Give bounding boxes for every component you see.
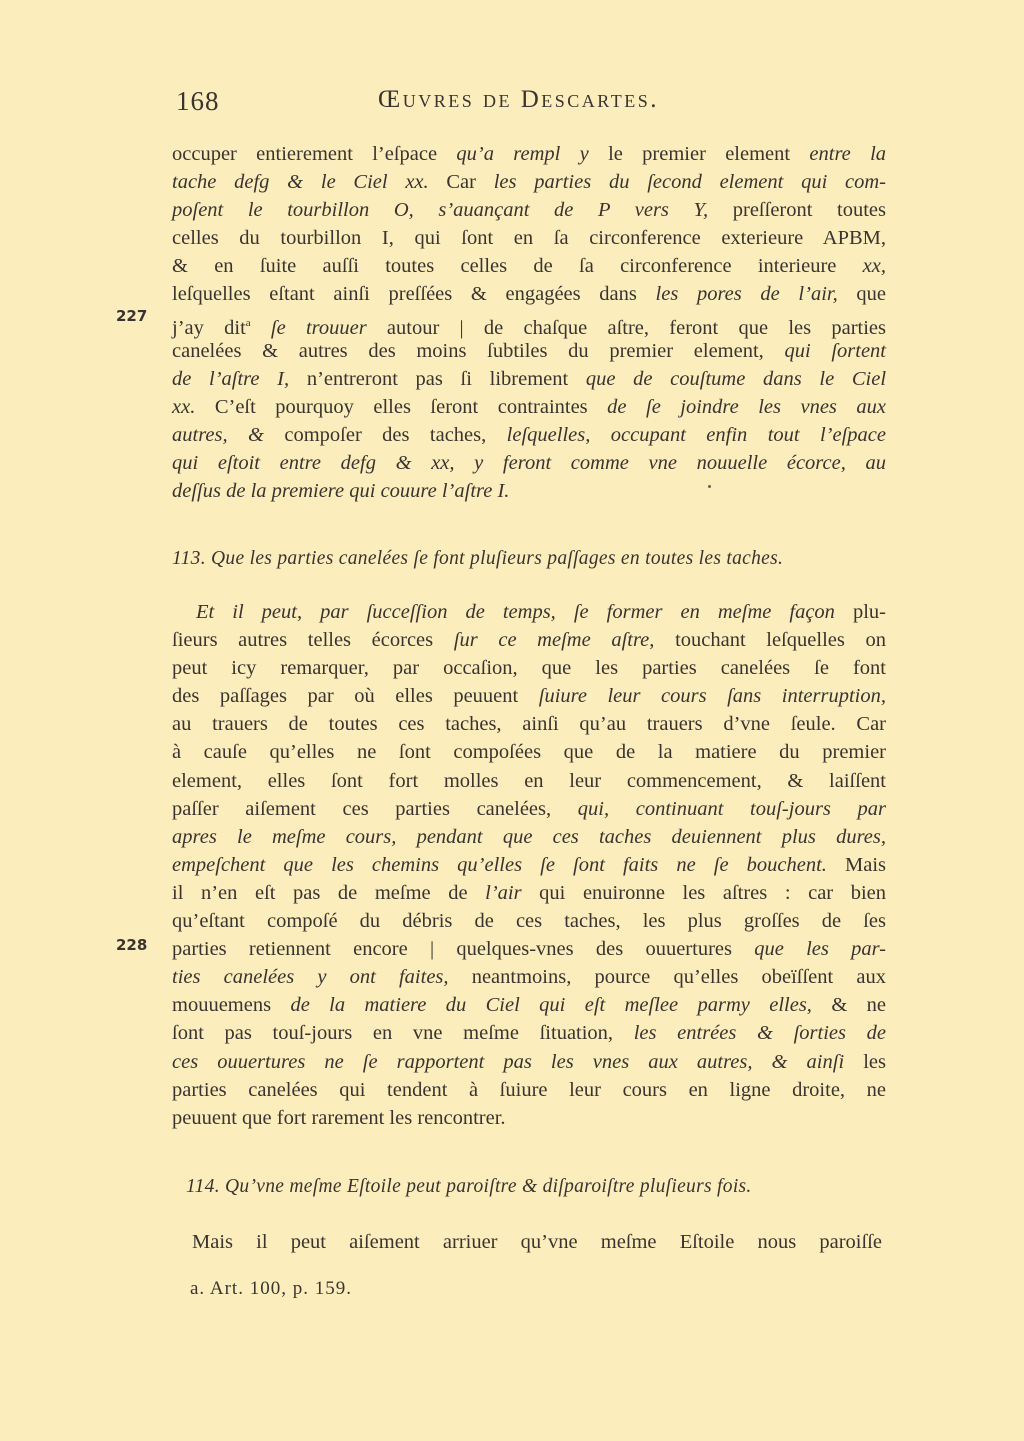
section-113-title: 113. Que les parties canelées ſe font pluſieurs paſſages en toutes les taches. bbox=[172, 548, 784, 569]
text-line: qu’eſtant compoſé du débris de ces taches, les plus groſſes de ſes bbox=[172, 910, 886, 933]
footnote: a. Art. 100, p. 159. bbox=[190, 1278, 352, 1299]
text-line: au trauers de toutes ces taches, ainſi qu’au trauers d’vne ſeule. Car bbox=[172, 713, 886, 736]
text-line: tache defg & le Ciel xx. Car les parties du ſecond element qui com- bbox=[172, 171, 886, 194]
paragraph-1 bbox=[172, 140, 886, 505]
text-line: ces ouuertures ne ſe rapportent pas les vnes aux autres, & ainſi les bbox=[172, 1050, 886, 1073]
text-line: ſont pas touſ-jours en vne meſme ſituation, les entrées & ſorties de bbox=[172, 1022, 886, 1045]
text-line: paſſer aiſement ces parties canelées, qui, continuant touſ-jours par bbox=[172, 797, 887, 820]
text-line: des paſſages par où elles peuuent ſuiure leur cours ſans interruption, bbox=[172, 685, 886, 708]
paragraph-2 bbox=[172, 598, 886, 1132]
text-line: j’ay dit$^a$ ſe trouuer autour | de chaſque aſtre, feront que les parties bbox=[172, 316, 886, 339]
text-line: celles du tourbillon I, qui ſont en ſa circonference exterieure APBM, bbox=[172, 227, 886, 250]
text-line: leſquelles eſtant ainſi preſſées & engagées dans les pores de l’air, que bbox=[172, 283, 886, 306]
text-line: deſſus de la premiere qui couure l’aſtre I. bbox=[172, 480, 510, 503]
text-line: parties retiennent encore | quelques-vnes des ouuertures que les par- bbox=[172, 938, 886, 961]
text-line: peut icy remarquer, par occaſion, que les parties canelées ſe font bbox=[172, 657, 886, 680]
margin-number-228: 228 bbox=[116, 936, 148, 954]
page-header bbox=[172, 86, 884, 122]
text-line: il n’en eſt pas de meſme de l’air qui enuironne les aſtres : car bien bbox=[172, 881, 886, 904]
text-line: apres le meſme cours, pendant que ces taches deuiennent plus dures, bbox=[172, 825, 886, 848]
text-line: mouuemens de la matiere du Ciel qui eſt meſlee parmy elles, & ne bbox=[172, 994, 886, 1017]
text-line: poſent le tourbillon O, s’auançant de P vers Y, preſſeront toutes bbox=[172, 199, 887, 222]
text-line: element, elles ſont fort molles en leur commencement, & laiſſent bbox=[172, 769, 886, 792]
text-line: empeſchent que les chemins qu’elles ſe ſont faits ne ſe bouchent. Mais bbox=[172, 853, 886, 876]
section-114-title: 114. Qu’vne meſme Eſtoile peut paroiſtre & diſparoiſtre pluſieurs fois. bbox=[186, 1176, 752, 1197]
text-line: autres, & compoſer des taches, leſquelles, occupant enfin tout l’eſpace bbox=[172, 423, 886, 446]
text-line: de l’aſtre I, n’entreront pas ſi librement que de couſtume dans le Ciel bbox=[172, 367, 887, 390]
page-number: 168 bbox=[176, 86, 220, 116]
text-line: canelées & autres des moins ſubtiles du premier element, qui ſortent bbox=[172, 339, 887, 362]
text-line: Et il peut, par ſucceſſion de temps, ſe former en meſme façon plu- bbox=[196, 601, 886, 623]
text-line: occuper entierement l’eſpace qu’a rempl y le premier element entre la bbox=[172, 143, 887, 165]
text-line: xx. C’eſt pourquoy elles ſeront contraintes de ſe joindre les vnes aux bbox=[172, 395, 886, 418]
margin-number-227: 227 bbox=[116, 307, 148, 325]
paragraph-3 bbox=[192, 1228, 882, 1256]
text-line: peuuent que fort rarement les rencontrer. bbox=[172, 1106, 506, 1129]
text-line: qui eſtoit entre defg & xx, y feront comme vne nouuelle écorce, au bbox=[172, 452, 886, 475]
text-line: & en ſuite auſſi toutes celles de ſa circonference interieure xx, bbox=[172, 255, 886, 278]
text-line: ſieurs autres telles écorces ſur ce meſme aſtre, touchant leſquelles on bbox=[172, 629, 886, 652]
text-line: ties canelées y ont faites, neantmoins, pource qu’elles obeïſſent aux bbox=[172, 966, 886, 989]
paragraph-3-line: Mais il peut aiſement arriuer qu’vne meſme Eſtoile nous paroiſſe bbox=[192, 1231, 882, 1253]
text-line: à cauſe qu’elles ne ſont compoſées que de la matiere du premier bbox=[172, 741, 886, 764]
running-title: Œuvres de Descartes. bbox=[378, 86, 659, 113]
ink-speck bbox=[708, 485, 711, 488]
text-line: parties canelées qui tendent à ſuiure leur cours en ligne droite, ne bbox=[172, 1078, 886, 1101]
